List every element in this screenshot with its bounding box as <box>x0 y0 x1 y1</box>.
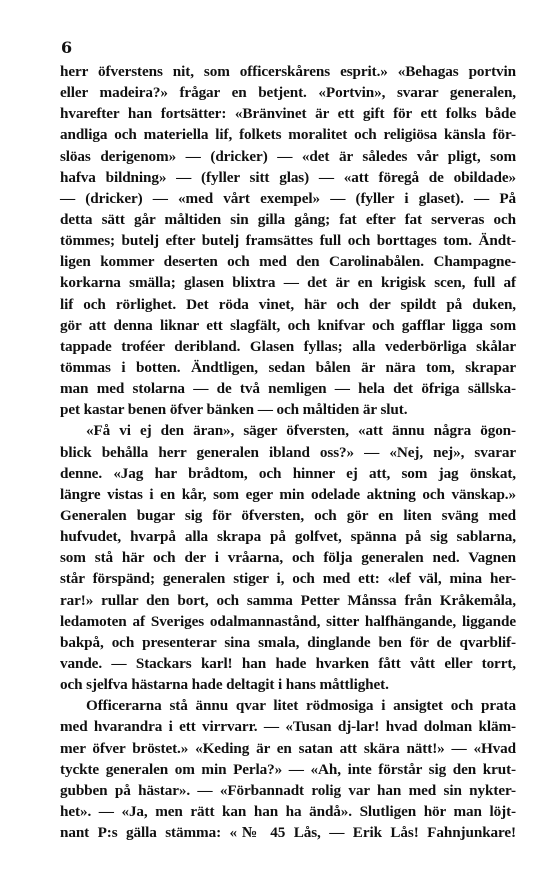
paragraph <box>60 695 516 843</box>
text-line: man med stolarna — de två nemligen — hela det öfriga sällska- <box>60 380 516 398</box>
text-line: «Få vi ej den äran», säger öfversten, «att ännu några ögon- <box>86 422 516 440</box>
text-line: andliga och materiella lif, folkets moralitet och religiösa känsla för- <box>60 126 516 144</box>
text-line: denne. «Jag har brådtom, och hinner ej att, som jag önskat, <box>60 464 516 482</box>
text-line: lif och rörlighet. Det röda vinet, här och der spildt på duken, <box>60 295 516 313</box>
text-line: het». — «Ja, men rätt kan han ha ändå». Slutligen hör man löjt- <box>60 802 516 820</box>
text-line: hvarefter han fortsätter: «Bränvinet är ett gift för ett folks både <box>60 105 516 123</box>
text-line: herr öfverstens nit, som officerskårens esprit.» «Behagas portvin <box>60 63 516 80</box>
text-line: och sjelfva hästarna hade deltagit i hans måttlighet. <box>60 676 389 694</box>
page-number: 6 <box>61 38 73 57</box>
text-line: Officerarna stå ännu qvar litet rödmosiga i ansigtet och prata <box>86 697 516 715</box>
text-line: med hvarandra i ett virrvarr. — «Tusan dj-lar! hvad dolman kläm- <box>60 718 516 736</box>
text-line: blick behålla herr generalen ibland oss?» — «Nej, nej», svarar <box>60 443 516 461</box>
text-line: tömmas i botten. Ändtligen, sedan bålen är nära tom, skrapar <box>60 358 516 376</box>
text-line: gubben på hästar». — «Förbannadt rolig var han med sin nykter- <box>60 781 516 799</box>
text-line: hafva bildning» — (fyller sitt glas) — «att föregå de obildade» <box>60 168 516 186</box>
body-text <box>60 61 516 843</box>
text-line: korkarna smälla; glasen blixtra — det är en krigisk scen, full af <box>60 274 516 292</box>
text-line: — (dricker) — «med vårt exempel» — (fyller i glaset). — På <box>60 189 516 207</box>
text-line: ledamoten af Sveriges odalmannastånd, sitter halfhängande, liggande <box>60 612 516 630</box>
text-line: rar!» rullar den bort, och samma Petter Månssa från Kråkemåla, <box>60 591 516 609</box>
text-line: nant P:s gälla stämma: «№ 45 Lås, — Erik Lås! Fahnjunkare! <box>60 824 516 842</box>
text-line: längre vistas i en kår, som eger min odelade aktning och vänskap.» <box>60 485 516 503</box>
text-line: eller madeira?» frågar en betjent. «Portvin», svarar generalen, <box>60 84 516 102</box>
text-line: tyckte generalen om min Perla?» — «Ah, inte förstår sig den krut- <box>60 760 516 778</box>
paragraph <box>60 61 516 420</box>
text-line: tappade troféer deribland. Glasen fyllas; alla vederbörliga skålar <box>60 337 516 355</box>
text-line: slöas derigenom» — (dricker) — «det är således vår pligt, som <box>60 147 516 165</box>
text-line: som stå här och der i vråarna, och följa generalen ned. Vagnen <box>60 549 516 567</box>
text-line: ligen kommer deserten och med den Carolinabålen. Champagne- <box>60 253 516 271</box>
text-line: mer öfver bröstet.» «Keding är en satan att skära nätt!» — «Hvad <box>60 739 516 757</box>
text-line: bakpå, och presenterar sina smala, dinglande ben för de qvarblif- <box>60 633 516 651</box>
text-line: pet kastar benen öfver bänken — och måltiden är slut. <box>60 401 408 419</box>
paragraph <box>60 420 516 695</box>
text-line: tömmes; butelj efter butelj framsättes full och borttages tom. Ändt- <box>60 232 516 250</box>
text-line: hufvudet, hvarpå alla skrapa på golfvet, spänna på sig sablarna, <box>60 528 516 546</box>
text-line: står förspänd; generalen stiger i, och med ett: «lef väl, mina her- <box>60 570 516 588</box>
text-line: Generalen bugar sig för öfversten, och gör en liten sväng med <box>60 506 516 524</box>
text-line: gör att denna liknar ett slagfält, och knifvar och gafflar ligga som <box>60 316 516 334</box>
text-line: detta sätt går måltiden sin gilla gång; fat efter fat serveras och <box>60 210 516 228</box>
text-line: vande. — Stackars karl! han hade hvarken fått vått eller torrt, <box>60 654 516 672</box>
